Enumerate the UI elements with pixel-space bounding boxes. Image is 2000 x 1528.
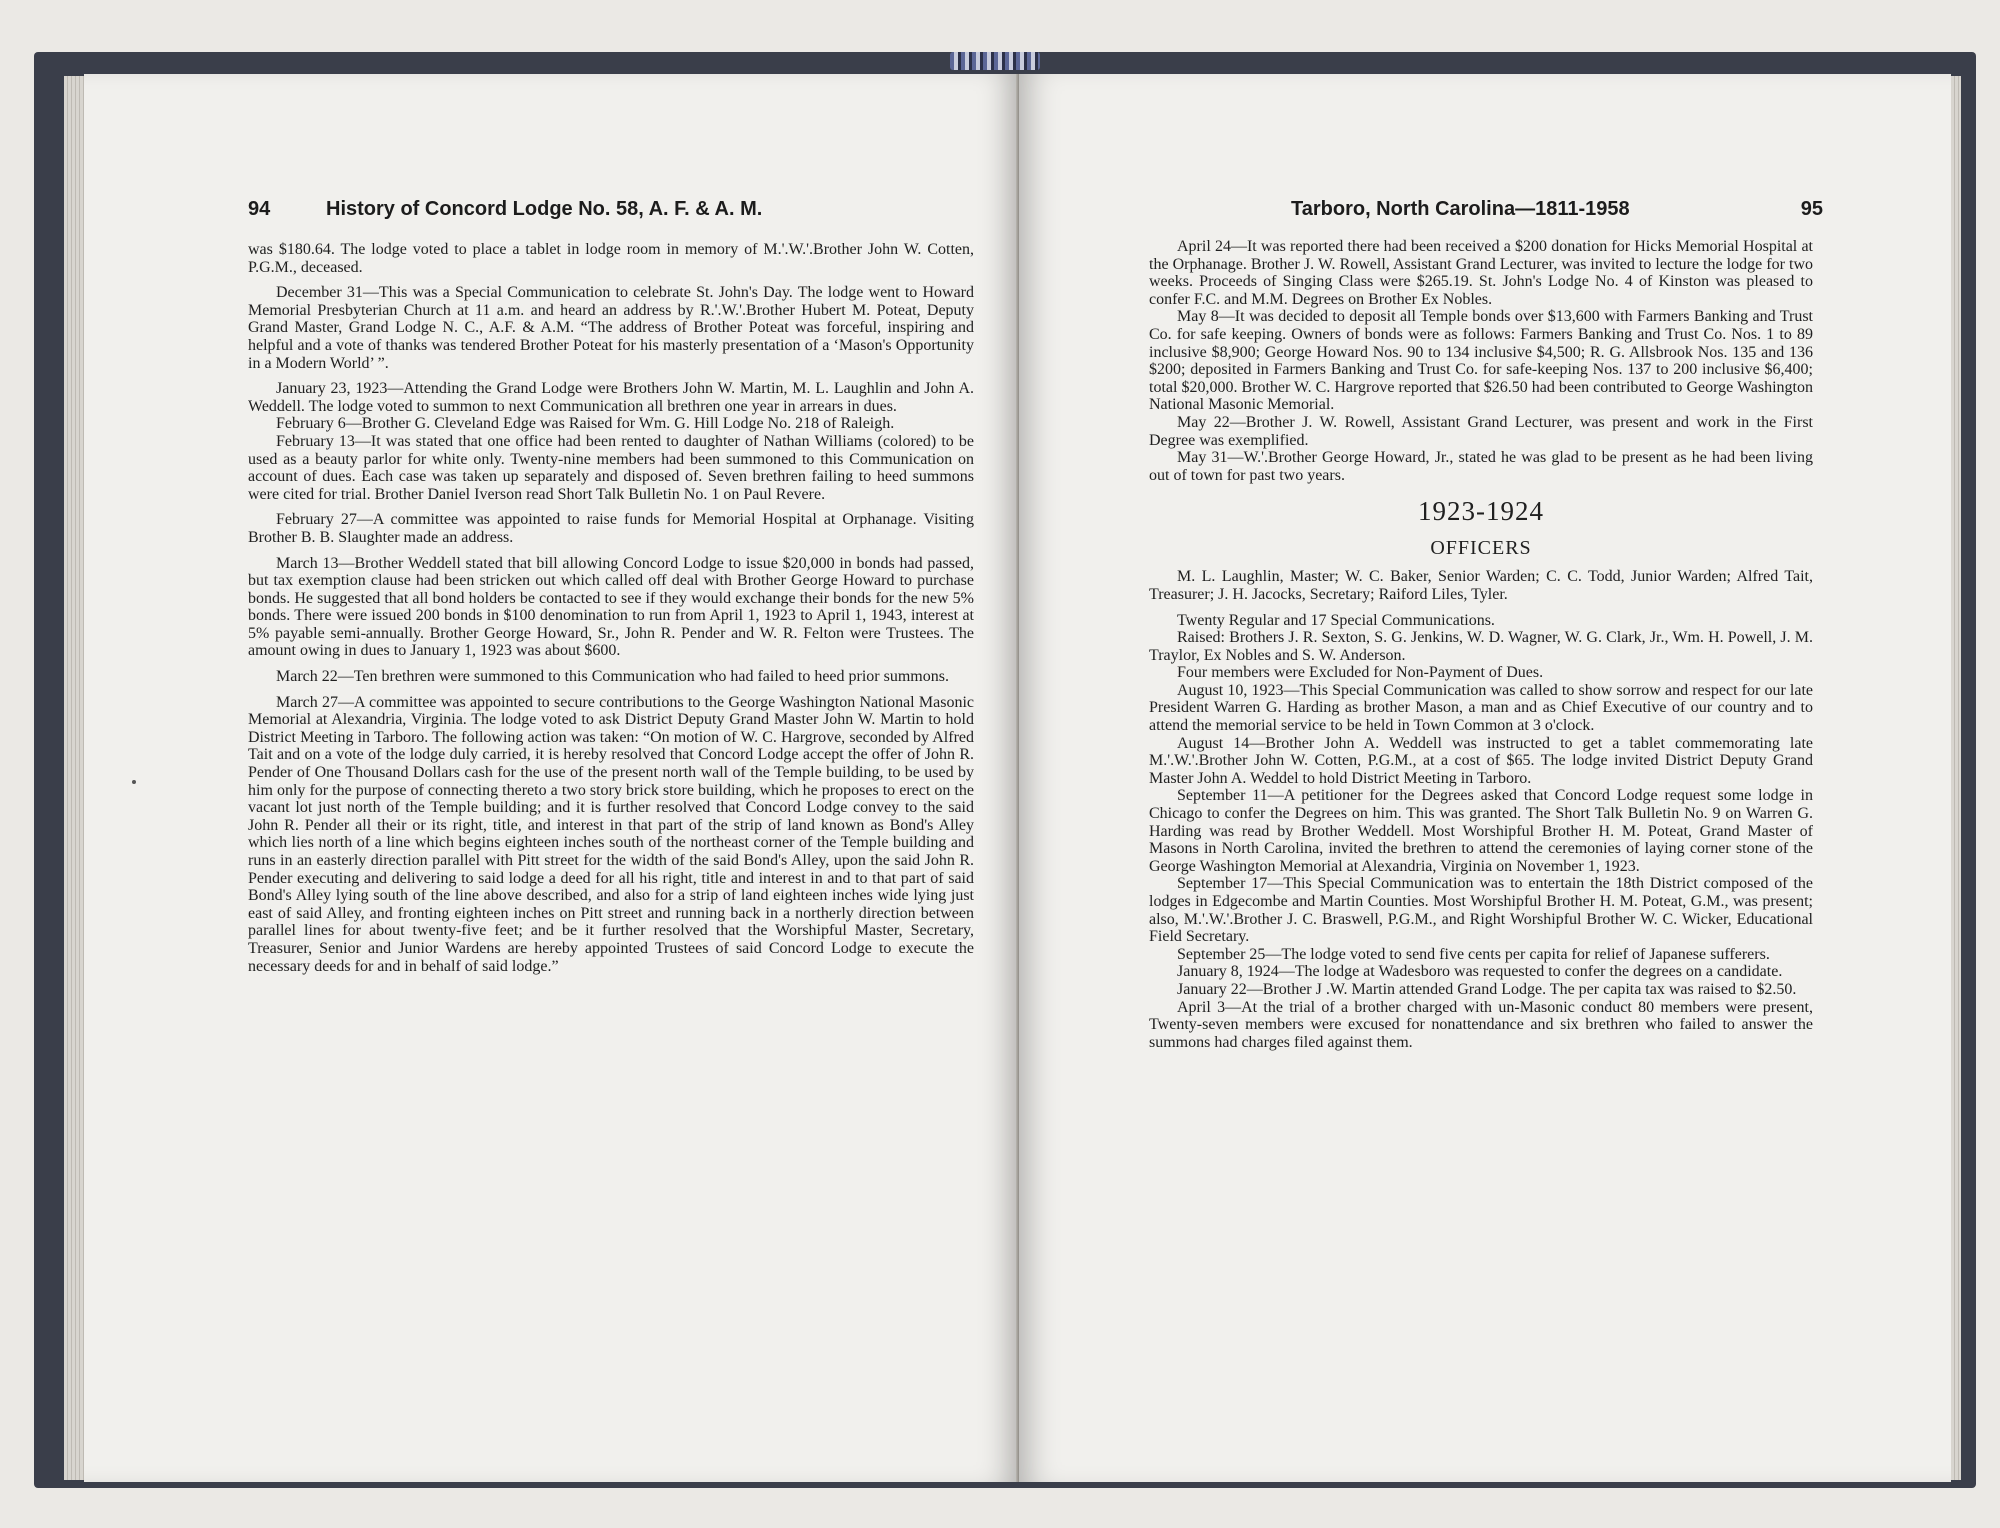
left-running-header (248, 198, 948, 226)
paragraph: April 3—At the trial of a brother charged with un-Masonic conduct 80 members were present, Twenty-seven members were excused for nonattendance and six brethren who failed to answer the summons had charges filed against them. (1149, 998, 1813, 1051)
paragraph: September 25—The lodge voted to send five cents per capita for relief of Japanese sufferers. (1177, 945, 1770, 963)
right-running-title: Tarboro, North Carolina—1811-1958 (1291, 198, 1630, 220)
left-page (84, 74, 1019, 1482)
page-edges-right (1951, 76, 1961, 1480)
paragraph: January 23, 1923—Attending the Grand Lodge were Brothers John W. Martin, M. L. Laughlin and John A. Weddell. The lodge voted to summon to next Communication all brethren one year in arrears in dues. (248, 380, 974, 415)
paragraph: May 8—It was decided to deposit all Temple bonds over $13,600 with Farmers Banking and Trust Co. for safe keeping. Owners of bonds were as follows: Farmers Banking and Trust Co. Nos. 1 to 89 inclusive $8,900; George Howard Nos. 90 to 134 inclusive $4,500; R. G. Allsbrook Nos. 135 and 136 $200; deposited in Farmers Banking and Trust Co. for safe-keeping Nos. 137 to 200 inclusive $6,400; total $20,000. Brother W. C. Hargrove reported that $26.50 had been contributed to George Washington National Masonic Memorial. (1149, 308, 1813, 414)
binding-stitch (950, 52, 1040, 70)
paragraph: January 22—Brother J .W. Martin attended Grand Lodge. The per capita tax was raised to $2.50. (1177, 980, 1797, 998)
left-page-text (248, 241, 974, 983)
paragraph: January 8, 1924—The lodge at Wadesboro was requested to confer the degrees on a candidate. (1177, 963, 1783, 981)
officers-heading: OFFICERS (1430, 537, 1532, 560)
paragraph: Four members were Excluded for Non-Payment of Dues. (1177, 664, 1544, 682)
paragraph: was $180.64. The lodge voted to place a tablet in lodge room in memory of M.'.W.'.Brother John W. Cotten, P.G.M., deceased. (248, 241, 974, 276)
right-page-number: 95 (1800, 198, 1823, 220)
paragraph: December 31—This was a Special Communication to celebrate St. John's Day. The lodge went to Howard Memorial Presbyterian Church at 11 a.m. and heard an address by R.'.W.'.Brother Hubert M. Poteat, Deputy Grand Master, Grand Lodge N. C., A.F. & A.M. “The address of Brother Poteat was forceful, inspiring and helpful and a vote of thanks was tendered Brother Poteat for his masterly presentation of a ‘Mason's Opportunity in a Modern World’ ”. (248, 284, 974, 372)
paragraph: February 6—Brother G. Cleveland Edge was Raised for Wm. G. Hill Lodge No. 218 of Raleigh. (276, 415, 895, 433)
paper-speck (132, 780, 136, 784)
paragraph: February 13—It was stated that one office had been rented to daughter of Nathan Williams (colored) to be used as a beauty parlor for white only. Twenty-nine members had been summoned to this Communication on account of dues. Each case was taken up separately and disposed of. Seven brethren failing to heed summons were cited for trial. Brother Daniel Iverson read Short Talk Bulletin No. 1 on Paul Revere. (248, 432, 974, 503)
paragraph: September 11—A petitioner for the Degrees asked that Concord Lodge request some lodge in Chicago to confer the Degrees on him. This was granted. The Short Talk Bulletin No. 9 on Warren G. Harding was read by Brother Weddell. Most Worshipful Brother H. M. Poteat, Grand Master of Masons in North Carolina, invited the brethren to attend the ceremonies of laying corner stone of the George Washington Memorial at Alexandria, Virginia on November 1, 1923. (1149, 787, 1813, 875)
paragraph: May 22—Brother J. W. Rowell, Assistant Grand Lecturer, was present and work in the First Degree was exemplified. (1149, 413, 1813, 449)
paragraph: Twenty Regular and 17 Special Communications. (1177, 611, 1495, 629)
paragraph: Raised: Brothers J. R. Sexton, S. G. Jenkins, W. D. Wagner, W. G. Clark, Jr., Wm. H. Powell, J. M. Traylor, Ex Nobles and S. W. Anderson. (1149, 629, 1813, 664)
paragraph: March 27—A committee was appointed to secure contributions to the George Washington National Masonic Memorial at Alexandria, Virginia. The lodge voted to ask District Deputy Grand Master John W. Martin to hold District Meeting in Tarboro. The following action was taken: “On motion of W. C. Hargrove, seconded by Alfred Tait and on a vote of the lodge duly carried, it is hereby resolved that Concord Lodge accept the offer of John R. Pender of One Thousand Dollars cash for the use of the present north wall of the Temple building, to be used by him only for the purpose of connecting thereto a two story brick store building, which he proposes to erect on the vacant lot just north of the Temple building; and it is further resolved that Concord Lodge convey to the said John R. Pender all their or its right, title, and interest in that part of the strip of land known as Bond's Alley which lies north of a line which begins eighteen inches south of the northeast corner of the Temple building and runs in an easterly direction parallel with Pitt street for the width of the said Bond's Alley, upon the said John R. Pender executing and delivering to said lodge a deed for all his right, title and interest in and to that part of said Bond's Alley lying south of the line above described, and also for a strip of land eighteen inches wide lying just east of said Alley, and fronting eighteen inches on Pitt street and running back in a northerly direction between parallel lines for about twenty-five feet; and be it further resolved that the Worshipful Master, Secretary, Treasurer, Senior and Junior Wardens are hereby appointed Trustees of said Concord Lodge to execute the necessary deeds for and in behalf of said lodge.” (248, 693, 974, 975)
year-heading: 1923-1924 (1418, 496, 1544, 527)
paragraph: M. L. Laughlin, Master; W. C. Baker, Senior Warden; C. C. Todd, Junior Warden; Alfred Tait, Treasurer; J. H. Jacocks, Secretary; Raiford Liles, Tyler. (1149, 568, 1813, 603)
right-running-header (1291, 198, 1823, 226)
paragraph: March 22—Ten brethren were summoned to this Communication who had failed to heed prior summons. (276, 668, 949, 686)
paragraph: September 17—This Special Communication was to entertain the 18th District composed of the lodges in Edgecombe and Martin Counties. Most Worshipful Brother H. M. Poteat, G.M., was present; also, M.'.W.'.Brother J. C. Braswell, P.G.M., and Right Worshipful Brother W. C. Wicker, Educational Field Secretary. (1149, 875, 1813, 946)
left-page-number: 94 (248, 198, 271, 220)
paragraph: August 10, 1923—This Special Communication was called to show sorrow and respect for our late President Warren G. Harding as brother Mason, a man and as Chief Executive of our country and to attend the memorial service to be held in Town Common at 3 o'clock. (1149, 681, 1813, 735)
left-running-title: History of Concord Lodge No. 58, A. F. & A. M. (326, 198, 763, 220)
right-page-text (1149, 238, 1813, 1051)
right-page (1019, 74, 1951, 1482)
paragraph: April 24—It was reported there had been received a $200 donation for Hicks Memorial Hospital at the Orphanage. Brother J. W. Rowell, Assistant Grand Lecturer, was invited to lecture the lodge for two weeks. Proceeds of Singing Class were $265.19. St. John's Lodge No. 4 of Kinston was pleased to confer F.C. and M.M. Degrees on Brother Ex Nobles. (1149, 238, 1813, 308)
paragraph: March 13—Brother Weddell stated that bill allowing Concord Lodge to issue $20,000 in bonds had passed, but tax exemption clause had been stricken out which called off deal with Brother George Howard to purchase bonds. He suggested that all bond holders be contacted to see if they would exchange their bonds for the new 5% bonds. There were issued 200 bonds in $100 denomination to run from April 1, 1923 to April 1, 1943, interest at 5% payable semi-annually. Brother George Howard, Sr., John R. Pender and W. R. Felton were Trustees. The amount owing in dues to January 1, 1923 was about $600. (248, 554, 974, 660)
paragraph: August 14—Brother John A. Weddell was instructed to get a tablet commemorating late M.'.W.'.Brother John W. Cotten, P.G.M., at a cost of $65. The lodge invited District Deputy Grand Master John A. Weddel to hold District Meeting in Tarboro. (1149, 734, 1813, 787)
paragraph: February 27—A committee was appointed to raise funds for Memorial Hospital at Orphanage. Visiting Brother B. B. Slaughter made an address. (248, 511, 974, 546)
page-edges-left (64, 76, 84, 1480)
paragraph: May 31—W.'.Brother George Howard, Jr., stated he was glad to be present as he had been living out of town for past two years. (1149, 449, 1813, 484)
